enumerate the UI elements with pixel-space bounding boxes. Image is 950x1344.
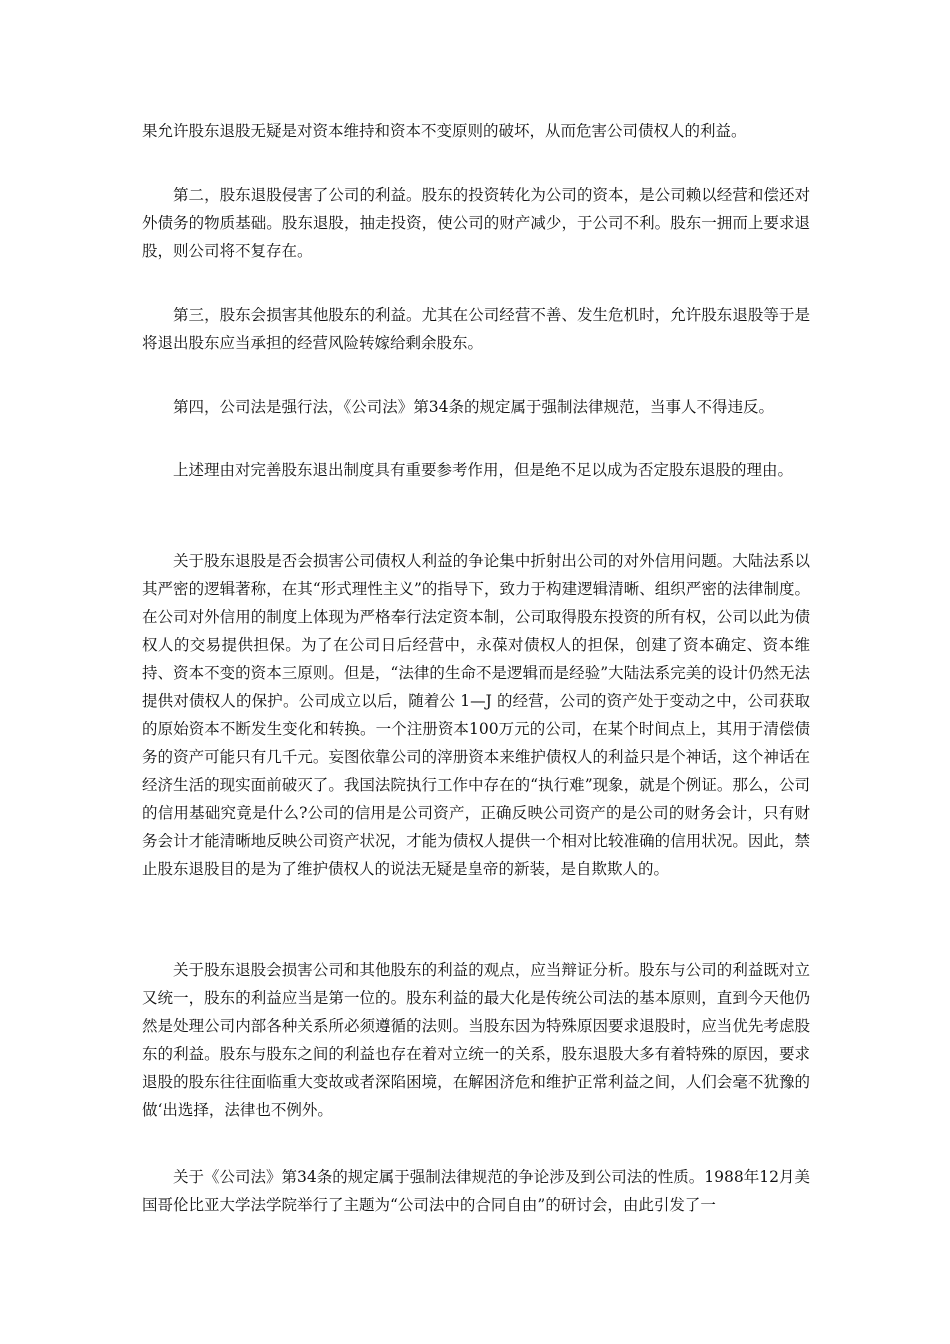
paragraph-3: 第三，股东会损害其他股东的利益。尤其在公司经营不善、发生危机时，允许股东退股等于是将退出股东应当承担的经营风险转嫁给剩余股东。 (142, 306, 810, 352)
document-body (142, 393, 810, 421)
paragraph-7: 关于股东退股会损害公司和其他股东的利益的观点，应当辩证分析。股东与公司的利益既对立又统一，股东的利益应当是第一位的。股东利益的最大化是传统公司法的基本原则，直到今天他仍然是处理公司内部各种关系所必须遵循的法则。当股东因为特殊原因要求退股时，应当优先考虑股东的利益。股东与股东之间的利益也存在着对立统一的关系，股东退股大多有着特殊的原因，要求退股的股东往往面临重大变故或者深陷困境，在解困济危和维护正常利益之间，人们会毫不犹豫的做‘出选择，法律也不例外。 (142, 961, 810, 1119)
document-body (142, 1163, 810, 1219)
document-body (142, 456, 810, 484)
paragraph-5: 上述理由对完善股东退出制度具有重要参考作用，但是绝不足以成为否定股东退股的理由。 (173, 461, 794, 479)
document-body (142, 117, 810, 145)
document-body (142, 956, 810, 1124)
document-body (142, 301, 810, 357)
document-body (142, 181, 810, 265)
paragraph-8: 关于《公司法》第34条的规定属于强制法律规范的争论涉及到公司法的性质。1988年12月美国哥伦比亚大学法学院举行了主题为“公司法中的合同自由”的研讨会，由此引发了一 (142, 1168, 810, 1214)
paragraph-6: 关于股东退股是否会损害公司债权人利益的争论集中折射出公司的对外信用问题。大陆法系以其严密的逻辑著称，在其“形式理性主义”的指导下，致力于构建逻辑清晰、组织严密的法律制度。在公司对外信用的制度上体现为严格奉行法定资本制，公司取得股东投资的所有权，公司以此为债权人的交易提供担保。为了在公司日后经营中，永葆对债权人的担保，创建了资本确定、资本维持、资本不变的资本三原则。但是，“法律的生命不是逻辑而是经验”大陆法系完美的设计仍然无法提供对债权人的保护。公司成立以后，随着公 1—J 的经营，公司的资产处于变动之中，公司获取的原始资本不断发生变化和转换。一个注册资本100万元的公司，在某个时间点上，其用于清偿债务的资产可能只有几千元。妄图依靠公司的滓册资本来维护债权人的利益只是个神话，这个神话在经济生活的现实面前破灭了。我国法院执行工作中存在的“执行难”现象，就是个例证。那么，公司的信用基础究竟是什么?公司的信用是公司资产，正确反映公司资产的是公司的财务会计，只有财务会计才能清晰地反映公司资产状况，才能为债权人提供一个相对比较准确的信用状况。因此，禁止股东退股目的是为了维护债权人的说法无疑是皇帝的新装，是自欺欺人的。 (142, 552, 810, 878)
paragraph-2: 第二，股东退股侵害了公司的利益。股东的投资转化为公司的资本，是公司赖以经营和偿还对外债务的物质基础。股东退股，抽走投资，使公司的财产减少，于公司不利。股东一拥而上要求退股，则公司将不复存在。 (142, 186, 810, 260)
paragraph-4: 第四，公司法是强行法，《公司法》第34条的规定属于强制法律规范，当事人不得违反。 (173, 398, 774, 416)
document-body (142, 547, 810, 883)
paragraph-1: 果允许股东退股无疑是对资本维持和资本不变原则的破坏，从而危害公司债权人的利益。 (142, 122, 747, 140)
